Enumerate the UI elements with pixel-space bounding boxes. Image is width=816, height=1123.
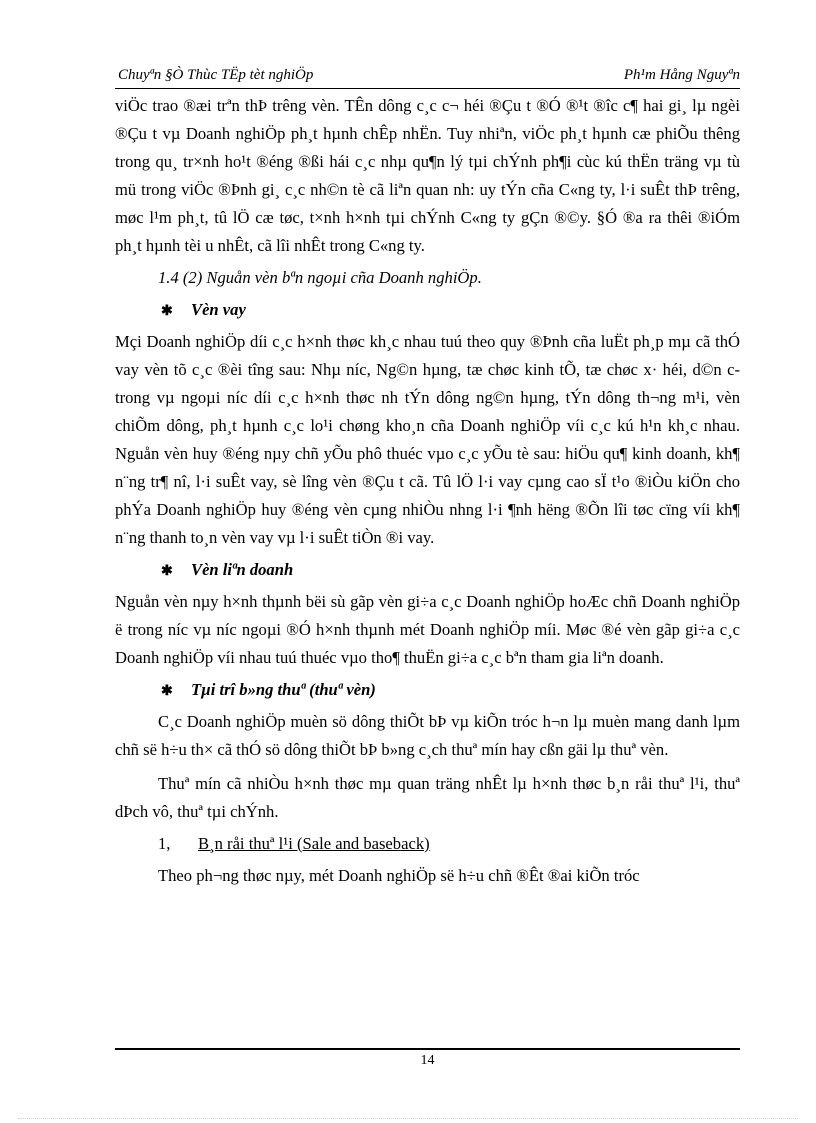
bullet-joint-venture — [115, 556, 740, 584]
page-footer — [115, 1048, 740, 1072]
paragraph-leasing-forms: Thuª mín cã nhiÒu h×nh thøc mµ quan träng nhÊt lµ h×nh thøc b¸n råi thuª l¹i, thuª dÞch vô, thuª tµi chÝnh. — [115, 774, 740, 821]
numbered-item-sale-leaseback — [115, 830, 740, 858]
page-header — [115, 64, 740, 89]
star-bullet-icon: ✱ — [161, 684, 173, 699]
header-document-title: Chuyªn §Ò Thùc TËp tèt nghiÖp — [118, 67, 314, 83]
paragraph-joint-venture: Nguån vèn nµy h×nh thµnh bëi sù gãp vèn gi÷a c¸c Doanh nghiÖp hoÆc chñ Doanh nghiÖp ë trong níc vµ níc ngoµi ®Ó h×nh thµnh mét Doanh nghiÖp míi. Møc ®é vèn gãp gi÷a c¸c Doanh nghiÖp víi nhau tuú thuéc vµo tho¶ thuËn gi÷a c¸c bªn tham gia liªn doanh. — [115, 592, 740, 667]
bullet-leasing — [115, 676, 740, 704]
document-body — [115, 92, 740, 890]
paragraph-issuance-evaluation: viÖc trao ®æi trªn thÞ trêng vèn. TÊn dông c¸c c¬ héi ®Çu t ®Ó ®¹t ®îc c¶ hai gi¸ lµ ngèi ®Çu t vµ Doanh nghiÖp ph¸t hµnh chÊp nhËn. Tuy nhiªn, viÖc ph¸t hµnh cæ phiÕu thêng trong qu¸ tr×nh ho¹t ®éng ®ßi hái c¸c nhµ qu¶n lý tµi chÝnh ph¶i cùc kú thËn träng vµ tù mü trong viÖc ®Þnh gi¸ c¸c nh©n tè cã liªn quan nh: uy tÝn cña C«ng ty, l·i suÊt thÞ trêng, møc l¹m ph¸t, tû lÖ cæ tøc, t×nh h×nh tµi chÝnh C«ng ty gÇn ®©y. §Ó ®a ra thêi ®iÓm ph¸t hµnh tèi u nhÊt, cã lîi nhÊt trong C«ng ty. — [115, 96, 740, 255]
paragraph-leasing: C¸c Doanh nghiÖp muèn sö dông thiÕt bÞ vµ kiÕn tróc h¬n lµ muèn mang danh lµm chñ së h÷u th× cã thÓ sö dông thiÕt bÞ b»ng c¸ch thuª mín hay cßn gäi lµ thuª vèn. — [115, 712, 740, 759]
item-title: B¸n råi thuª l¹i (Sale and baseback) — [198, 834, 430, 853]
section-heading: 1.4 (2) Nguån vèn bªn ngoµi cña Doanh nghiÖp. — [158, 268, 482, 287]
star-bullet-icon: ✱ — [161, 304, 173, 319]
bullet-label: Tµi trî b»ng thuª (thuª vèn) — [191, 680, 376, 699]
item-number: 1, — [158, 834, 171, 853]
star-bullet-icon: ✱ — [161, 564, 173, 579]
page-number: 14 — [420, 1053, 435, 1068]
bullet-loan-capital — [115, 296, 740, 324]
paragraph-sale-leaseback: Theo ph¬ng thøc nµy, mét Doanh nghiÖp së h÷u chñ ®Êt ®ai kiÕn tróc — [158, 866, 640, 885]
paragraph-loan-capital: Mçi Doanh nghiÖp díi c¸c h×nh thøc kh¸c nhau tuú theo quy ®Þnh cña luËt ph¸p mµ cã thÓ vay vèn tõ c¸c ®èi tîng sau: Nhµ níc, Ng©n hµng, tæ chøc kinh tÕ, tæ chøc x· héi, d©n c trong vµ ngoµi níc díi c¸c h×nh thøc nh tÝn dông ng©n hµng, tÝn dông th¬ng m¹i, vèn chiÕm dông, ph¸t hµnh c¸c lo¹i chøng kho¸n cña Doanh nghiÖp víi c¸c kú h¹n kh¸c nhau. Nguån vèn huy ®éng nµy chñ yÕu phô thuéc vµo c¸c yÕu tè sau: hiÖu qu¶ kinh doanh, kh¶ n¨ng tr¶ nî, l·i suÊt vay, sè lîng vèn ®Çu t cã. Tû lÖ l·i vay cµng cao sÏ t¹o ®iÒu kiÖn cho phÝa Doanh nghiÖp huy ®éng vèn cµng nhiÒu nhng l·i ¶nh hëng ®Õn lîi tøc cïng víi kh¶ n¨ng thanh to¸n vèn vay vµ l·i suÊt tiÒn ®i vay. — [115, 332, 740, 547]
header-author-name: Ph¹m Hång Nguyªn — [623, 67, 740, 83]
page-bottom-divider — [18, 1118, 798, 1119]
bullet-label: Vèn vay — [191, 300, 246, 319]
bullet-label: Vèn liªn doanh — [191, 560, 294, 579]
